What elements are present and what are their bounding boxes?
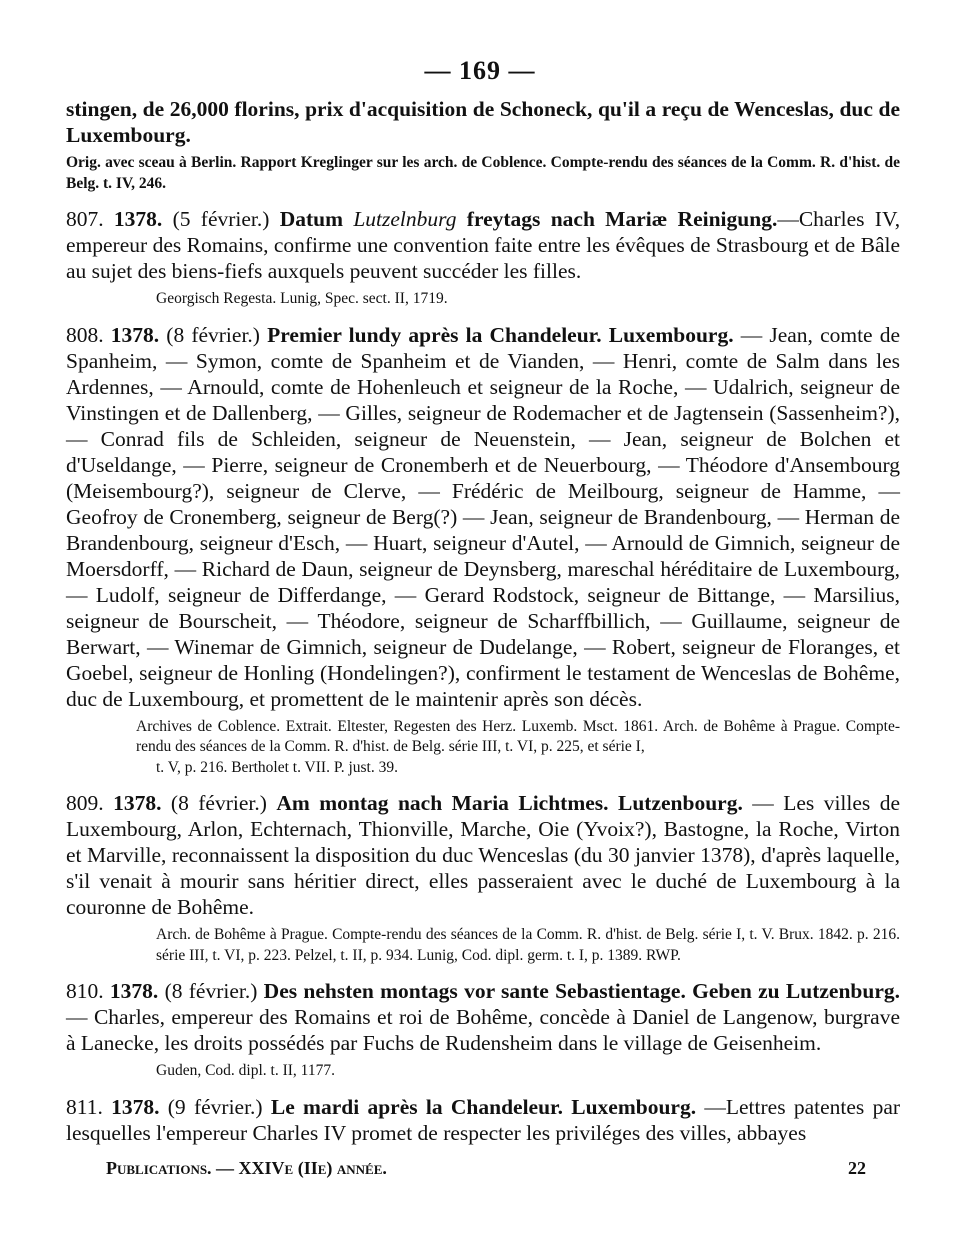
source-line: Archives de Coblence. Extrait. Eltester, Regesten des Herz. Luxemb. Msct. 1861. Arch. de Bohême à Prague. Compte-rendu des séances de la Comm. R. d'hist. de Belg. série III, t. VI, p. 225, et série I,: [136, 717, 900, 755]
entry-body: — Les villes de Luxembourg, Arlon, Echternach, Thionville, Marche, Oie (Yvoix?), Bastogne, la Roche, Virton et Marville, reconnaissent la disposition du duc Wenceslas (du 30 janvier 1378), d'après laquelle, s'il venait à mourir sans héritier direct, elles passeraient avec le duché de Luxembourg à la couronne de Bohême.: [66, 791, 901, 919]
entry-810-source: Guden, Cod. dipl. t. II, 1177.: [156, 1062, 335, 1079]
page-number: — 169 —: [424, 56, 536, 85]
entry-number: 809.: [66, 791, 104, 815]
entry-date: (8 février.): [164, 979, 258, 1003]
entry-number: 810.: [66, 979, 104, 1003]
entry-year: 1378.: [113, 207, 163, 231]
intro-source: Orig. avec sceau à Berlin. Rapport Kreglinger sur les arch. de Coblence. Compte-rendu des séances de la Comm. R. d'hist. de Belg. t. IV, 246.: [66, 154, 900, 192]
footer-publication: Publications. — XXIVe (IIe) année.: [106, 1158, 387, 1178]
entry-809-source: Arch. de Bohême à Prague. Compte-rendu des séances de la Comm. R. d'hist. de Belg. série I, t. V. Brux. 1842. p. 216. série III, t. VI, p. 223. Pelzel, t. II, p. 934. Lunig, Cod. dipl. germ. t. I, p. 1389. RWP.: [156, 926, 900, 964]
entry-year: 1378.: [109, 979, 159, 1003]
entry-body: —Lettres patentes par lesquelles l'empereur Charles IV promet de respecter les priviléges des villes, abbayes: [66, 1094, 901, 1145]
intro-paragraph: stingen, de 26,000 florins, prix d'acquisition de Schoneck, qu'il a reçu de Wenceslas, duc de Luxembourg.: [66, 97, 900, 147]
entry-808-source: [66, 717, 900, 779]
entry-body: —Charles IV, empereur des Romains, confirme une convention faite entre les évêques de Strasbourg et de Bâle au sujet des biens-fiefs auxquels peuvent succéder les filles.: [66, 207, 901, 283]
page-content: [66, 96, 900, 1146]
entry-808: [66, 322, 900, 712]
entry-heading: Premier lundy après la Chandeleur. Luxembourg.: [267, 322, 734, 347]
entry-date: (9 février.): [167, 1094, 263, 1119]
entry-809: [66, 790, 900, 920]
entry-date: (8 février.): [166, 322, 260, 347]
entry-807-source: Georgisch Regesta. Lunig, Spec. sect. II, 1719.: [156, 290, 448, 307]
entry-heading: Am montag nach Maria Lichtmes. Lutzenbourg.: [276, 791, 743, 815]
footer-signature: 22: [848, 1158, 866, 1178]
page-footer: [106, 1158, 866, 1179]
entry-heading: Des nehsten montags vor sante Sebastientage. Geben zu Lutzenburg.: [263, 979, 900, 1003]
entry-heading-rest: freytags nach Mariæ Reinigung.: [466, 207, 778, 231]
source-line: t. V, p. 216. Bertholet t. VII. P. just. 39.: [156, 758, 398, 776]
entry-date: (8 février.): [170, 791, 267, 815]
entry-811: [66, 1094, 900, 1146]
entry-year: 1378.: [113, 791, 162, 815]
entry-year: 1378.: [111, 1094, 160, 1119]
entry-heading: Le mardi après la Chandeleur. Luxembourg.: [270, 1094, 697, 1119]
entry-year: 1378.: [110, 322, 160, 347]
entry-heading: Datum: [279, 207, 344, 231]
entry-810: [66, 978, 900, 1056]
entry-number: 807.: [66, 207, 104, 231]
entry-number: 808.: [66, 322, 104, 347]
entry-heading-place: Lutzelnburg: [353, 207, 457, 231]
entry-date: (5 février.): [172, 207, 270, 231]
entry-807: [66, 206, 900, 284]
entry-body: — Jean, comte de Spanheim, — Symon, comte de Spanheim et de Vianden, — Henri, comte de Salm dans les Ardennes, — Arnould, comte de Hohenleuch et seigneur de la Roche, — Udalrich, seigneur de Vinstingen et de Dallenberg, — Gilles, seigneur de Rodemacher et de Jagtensein (Sassenheim?), — Conrad fils de Schleiden, seigneur de Neuenstein, — Jean, seigneur de Bolchen et d'Useldange, — Pierre, seigneur de Cronemberh et de Neuerbourg, — Théodore d'Ansembourg (Meisembourg?), seigneur de Clerve, — Frédéric de Meilbourg, seigneur de Hamme, — Geofroy de Cronemberg, seigneur de Berg(?) — Jean, seigneur de Brandenbourg, — Herman de Brandenbourg, seigneur d'Esch, — Huart, seigneur d'Autel, — Arnould de Gimnich, seigneur de Moersdorff, — Richard de Daun, seigneur de Deynsberg, mareschal héréditaire de Luxembourg, — Ludolf, seigneur de Differdange, — Gerard Rodstock, seigneur de Bittange, — Marsilius, seigneur de Bourscheit, — Théodore, seigneur de Scharffbillich, — Guillaume, seigneur de Berwart, — Winemar de Gimnich, seigneur de Dudelange, — Robert, seigneur de Floranges, et Goebel, seigneur de Honling (Hondelingen?), confirment le testament de Wenceslas de Bohême, duc de Luxembourg, et promettent de le maintenir après son décès.: [66, 322, 901, 711]
entry-body: — Charles, empereur des Romains et roi de Bohême, concède à Daniel de Langenow, burgrave à Lanecke, les droits possédés par Fuchs de Rudensheim dans le village de Geisenheim.: [66, 1005, 900, 1055]
entry-number: 811.: [66, 1094, 103, 1119]
